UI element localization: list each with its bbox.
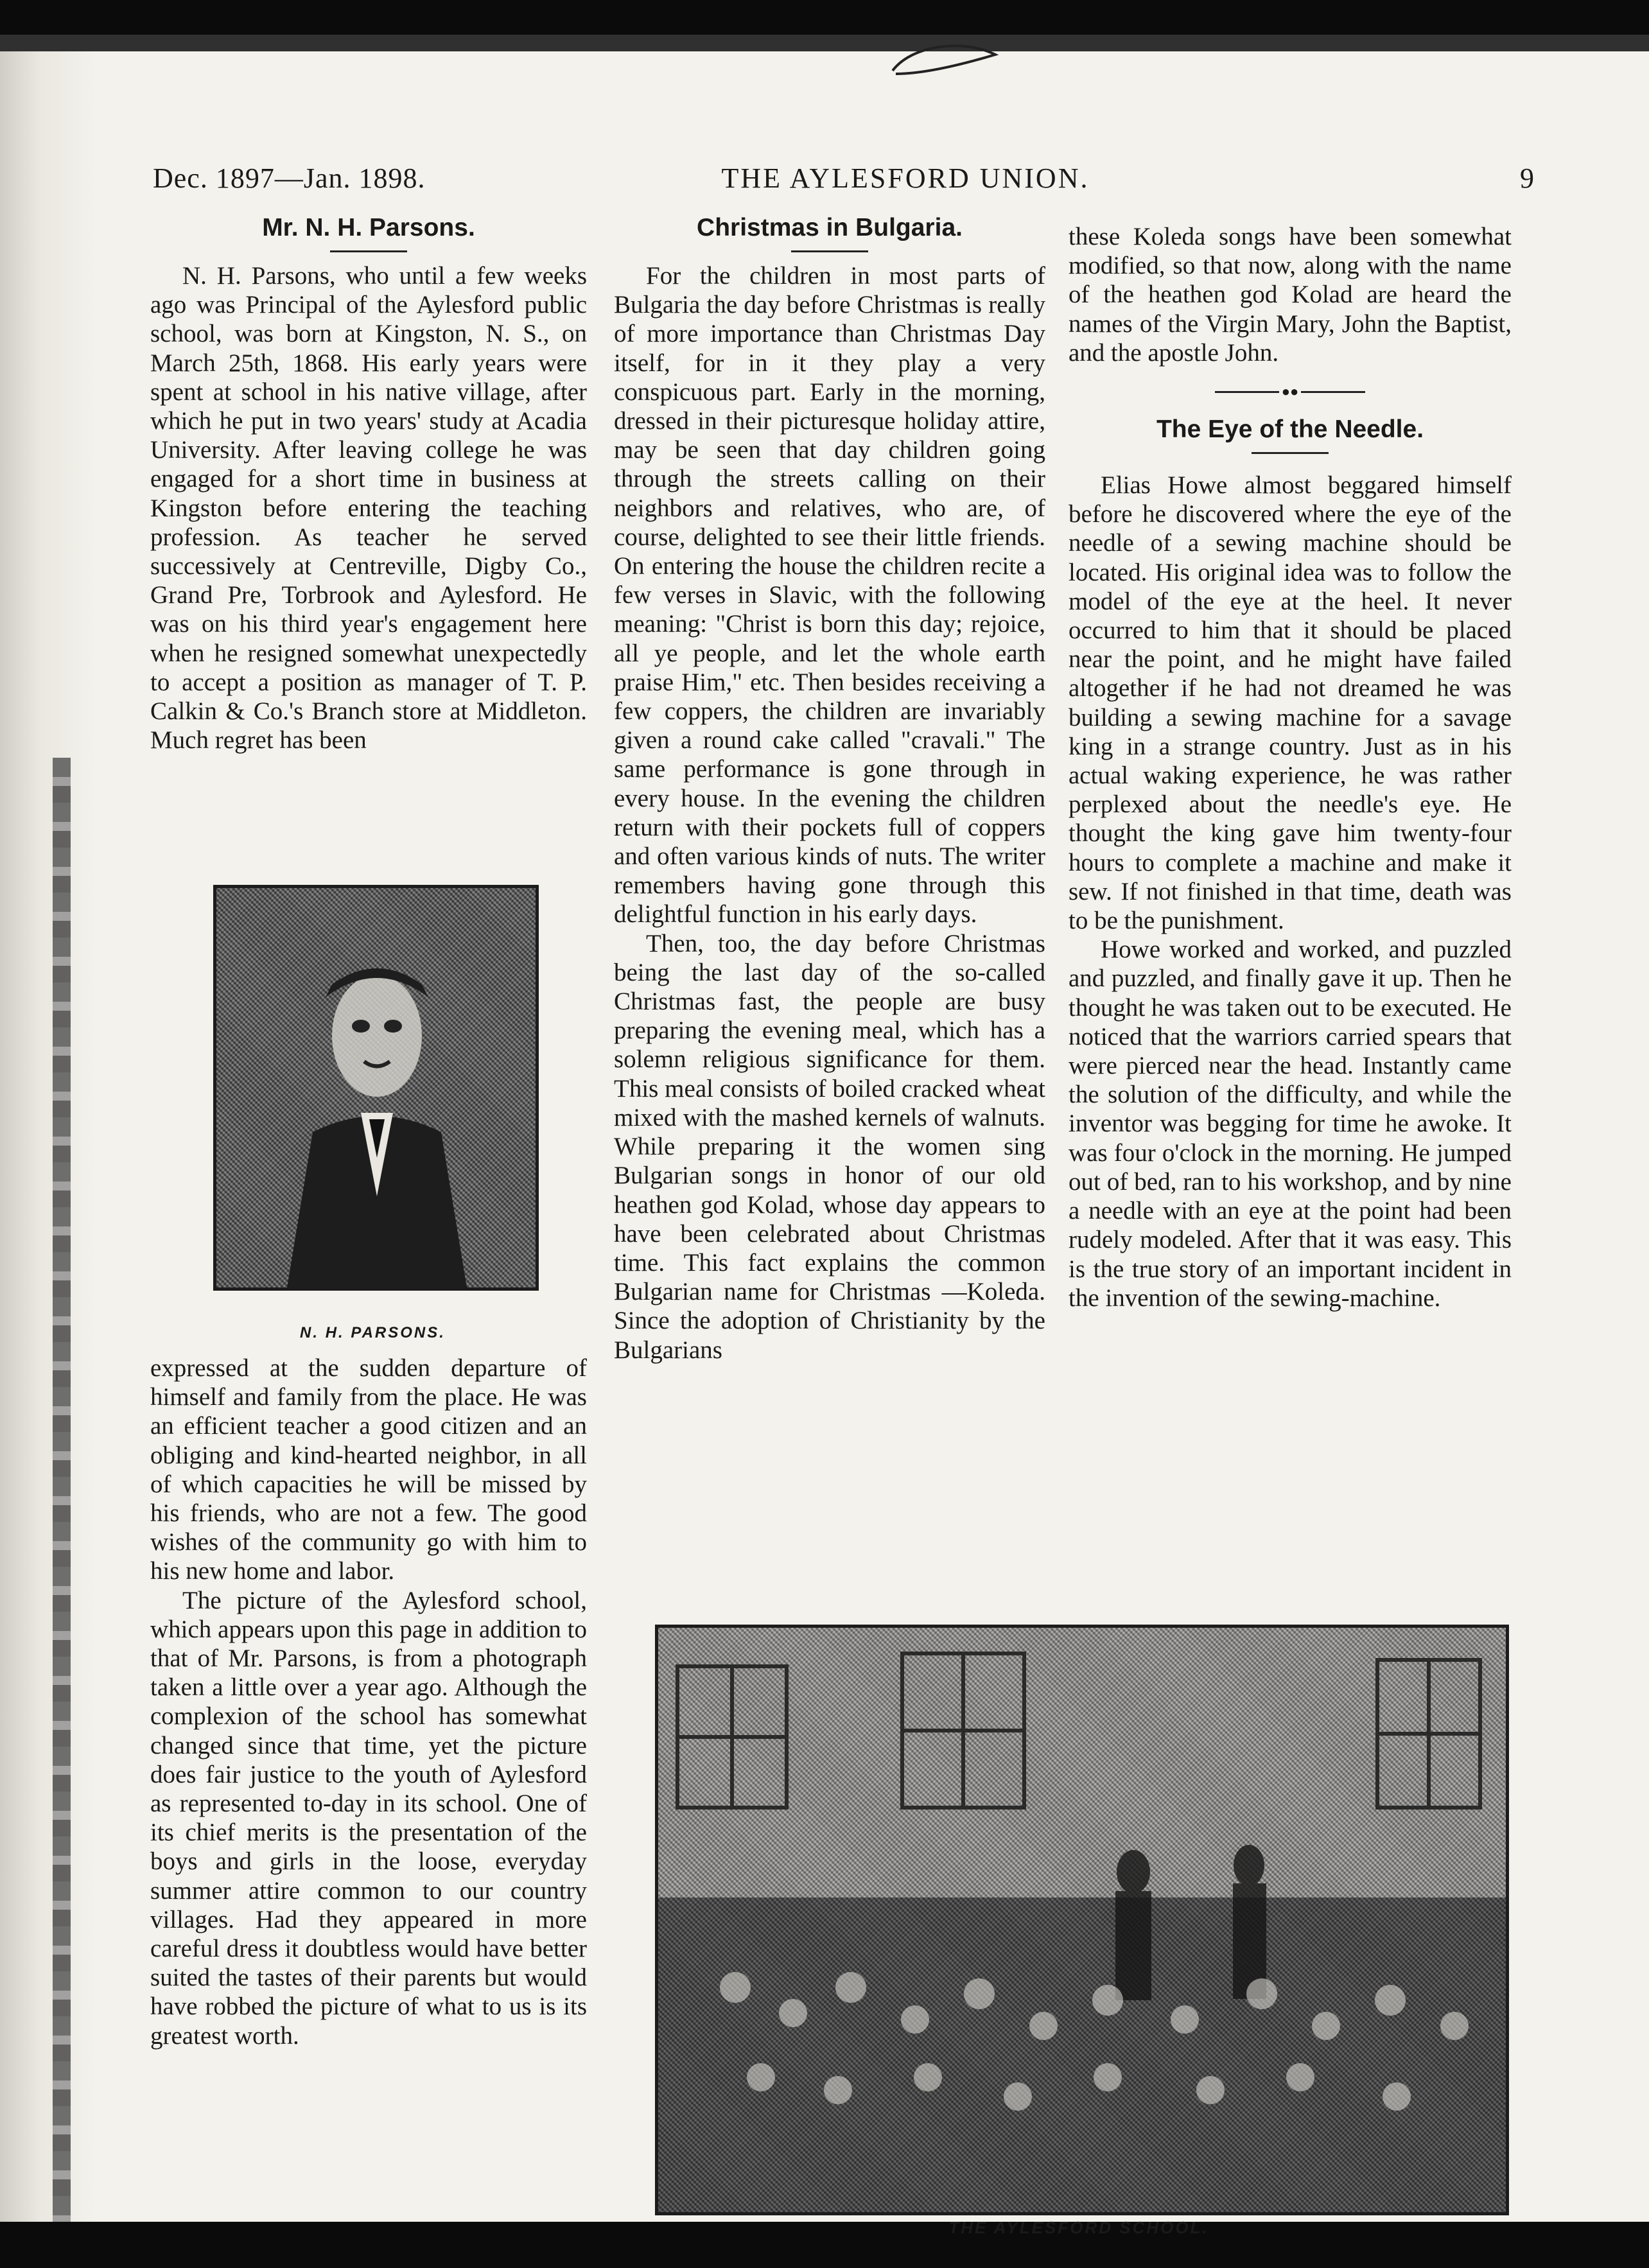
paragraph: For the children in most parts of Bulgaria the day before Christmas is really of more importance than Christmas Day itself, for in it they play a very conspicuous part. Early in the morning, dressed in their picturesque holiday attire, may be seen that day children going through the streets calling on their neighbors and relatives, who are, of course, delighted to see their little friends. On entering the house the children recite a few verses in Slavic, with the following meaning: "Christ is born this day; rejoice, all ye people, and let the whole earth praise Him," etc. Then besides receiving a few coppers, the children are invariably given a round cake called "cravali." The same performance is gone through in every house. In the evening the children return with their pockets full of coppers and often various kinds of nuts. The writer remembers having gone through this delightful function in his early days.: [614, 262, 1045, 929]
column-three: [1069, 222, 1512, 1313]
title-rule: [1252, 452, 1329, 454]
article-title: The Eye of the Needle.: [1156, 415, 1424, 444]
article-title: Mr. N. H. Parsons.: [262, 214, 475, 241]
binding-strip: [53, 758, 71, 2267]
running-head-date: Dec. 1897—Jan. 1898.: [153, 162, 426, 194]
title-rule: [330, 250, 407, 252]
running-head-title: THE AYLESFORD UNION.: [721, 162, 1090, 194]
paragraph: The picture of the Aylesford school, which appears upon this page in addition to that of Mr. Parsons, is from a photograph taken a little over a year ago. Although the complexion of the school has somewhat changed since that time, yet the picture does fair justice to the youth of Aylesford as represented to-day in its school. One of its chief merits is the presentation of the boys and girls in the loose, everyday summer attire common to our country villages. Had they appeared in more careful dress it doubtless would have better suited the tastes of their parents but would have robbed the picture of what to us is its greatest worth.: [150, 1586, 587, 2050]
section-separator: ●●: [1069, 385, 1512, 398]
pencil-mark: [886, 39, 1015, 83]
article-parsons: [150, 213, 587, 755]
portrait-photo: [213, 885, 539, 1291]
paragraph: Howe worked and worked, and puzzled and puzzled, and finally gave it up. Then he thought he was taken out to be executed. He noticed that the warriors carried spears that were pierced near the head. Instantly came the solution of the difficulty, and while the inventor was begging for time he awoke. It was four o'clock in the morning. He jumped out of bed, ran to his workshop, and by nine a needle with an eye at the point had been rudely modeled. After that it was easy. This is the true story of an important incident in the invention of the sewing-machine.: [1069, 936, 1512, 1312]
portrait-caption: N. H. PARSONS.: [300, 1324, 446, 1341]
scan-margin-left: [0, 51, 96, 2222]
school-caption: THE AYLESFORD SCHOOL.: [948, 2218, 1209, 2237]
scan-border-top: [0, 0, 1649, 51]
paragraph: expressed at the sudden departure of himself and family from the place. He was an efficient teacher a good citizen and an obliging and kind-hearted neighbor, in all of which capacities he will be missed by his friends, who are not a few. The good wishes of the community go with him to his new home and labor.: [150, 1354, 587, 1585]
page-number: 9: [1520, 162, 1535, 194]
article-title: Christmas in Bulgaria.: [697, 214, 963, 241]
article-parsons-continued: [150, 1354, 587, 2050]
paragraph: Elias Howe almost beggared himself before he discovered where the eye of the needle of a sewing machine should be located. His original idea was to follow the model of the eye at the heel. It never occurred to him that it should be placed near the point, and he might have failed altogether if he had not dreamed he was building a sewing machine for a savage king in a strange country. Just as in his actual waking experience, he was rather perplexed about the needle's eye. He thought the king gave him twenty-four hours to complete a machine and make it sew. If not finished in that time, death was to be the punishment.: [1069, 471, 1512, 935]
school-photo: [655, 1625, 1509, 2215]
paragraph: N. H. Parsons, who until a few weeks ago was Principal of the Aylesford public school, was born at Kingston, N. S., on March 25th, 1868. His early years were spent at school in his native village, after which he put in two years' study at Acadia University. After leaving college he was engaged for a short time in business at Kingston before entering the teaching profession. As teacher he served successively at Centreville, Digby Co., Grand Pre, Torbrook and Aylesford. He was on his third year's engagement here when he resigned somewhat unexpectedly to accept a position as manager of T. P. Calkin & Co.'s Branch store at Middleton. Much regret has been: [150, 262, 587, 755]
title-rule: [791, 250, 868, 252]
article-bulgaria: [614, 213, 1045, 1365]
paragraph: these Koleda songs have been somewhat modified, so that now, along with the name of the heathen god Kolad are heard the names of the Virgin Mary, John the Baptist, and the apostle John.: [1069, 223, 1512, 367]
paragraph: Then, too, the day before Christmas being the last day of the so-called Christmas fast, the people are busy preparing the evening meal, which has a solemn religious significance for them. This meal consists of boiled cracked wheat mixed with the mashed kernels of walnuts. While preparing it the women sing Bulgarian songs in honor of our old heathen god Kolad, whose day appears to have been celebrated about Christmas time. This fact explains the common Bulgarian name for Christmas —Koleda. Since the adoption of Christianity by the Bulgarians: [614, 929, 1045, 1364]
